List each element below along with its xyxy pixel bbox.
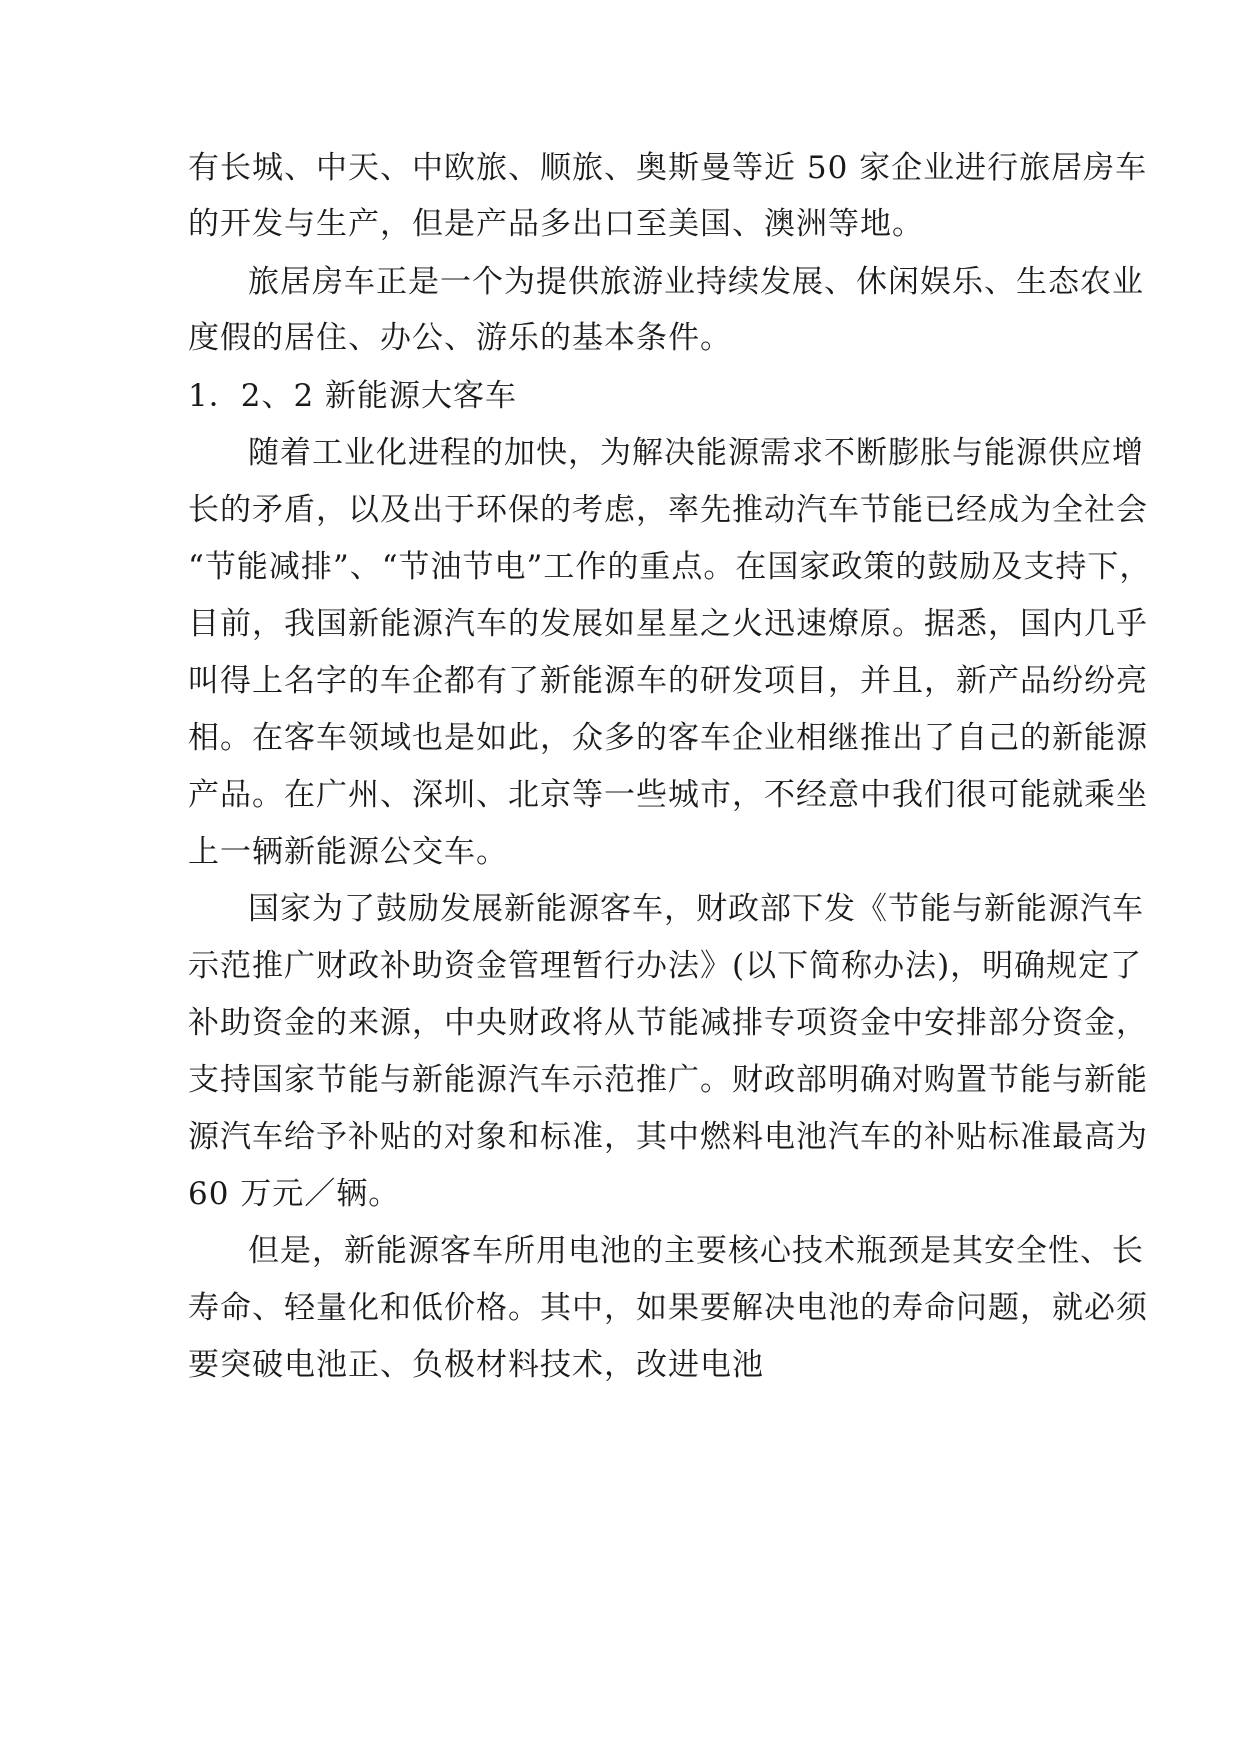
paragraph-start-line: 旅居房车正是一个为提供旅游业持续发展、休闲娱乐、生态农业 (248, 264, 1144, 300)
text-line: 要突破电池正、负极材料技术，改进电池 (188, 1347, 764, 1383)
text-line: 补助资金的来源，中央财政将从节能减排专项资金中安排部分资金， (188, 1005, 1148, 1041)
text-line: “节能减排”、“节油节电”工作的重点。在国家政策的鼓励及支持下， (188, 549, 1152, 585)
text-line: 相。在客车领域也是如此，众多的客车企业相继推出了自己的新能源 (188, 720, 1148, 756)
text-line: 有长城、中天、中欧旅、顺旅、奥斯曼等近 50 家企业进行旅居房车 (188, 150, 1148, 186)
text-line: 目前，我国新能源汽车的发展如星星之火迅速燎原。据悉，国内几乎 (188, 606, 1148, 642)
paragraph-start-line: 随着工业化进程的加快，为解决能源需求不断膨胀与能源供应增 (248, 435, 1144, 471)
text-line: 产品。在广州、深圳、北京等一些城市，不经意中我们很可能就乘坐 (188, 777, 1148, 813)
section-heading: 1．2、2 新能源大客车 (188, 378, 518, 414)
paragraph-start-line: 但是，新能源客车所用电池的主要核心技术瓶颈是其安全性、长 (248, 1233, 1144, 1269)
text-line: 源汽车给予补贴的对象和标准，其中燃料电池汽车的补贴标准最高为 (188, 1119, 1148, 1155)
text-line: 示范推广财政补助资金管理暂行办法》(以下简称办法)，明确规定了 (188, 948, 1143, 984)
text-line: 60 万元／辆。 (188, 1176, 401, 1212)
paragraph-start-line: 国家为了鼓励发展新能源客车，财政部下发《节能与新能源汽车 (248, 891, 1144, 927)
text-line: 上一辆新能源公交车。 (188, 834, 508, 870)
text-line: 支持国家节能与新能源汽车示范推广。财政部明确对购置节能与新能 (188, 1062, 1148, 1098)
text-line: 寿命、轻量化和低价格。其中，如果要解决电池的寿命问题，就必须 (188, 1290, 1148, 1326)
text-line: 长的矛盾，以及出于环保的考虑，率先推动汽车节能已经成为全社会 (188, 492, 1148, 528)
text-line: 的开发与生产，但是产品多出口至美国、澳洲等地。 (188, 206, 924, 242)
text-line: 叫得上名字的车企都有了新能源车的研发项目，并且，新产品纷纷亮 (188, 663, 1148, 699)
text-line: 度假的居住、办公、游乐的基本条件。 (188, 320, 732, 356)
